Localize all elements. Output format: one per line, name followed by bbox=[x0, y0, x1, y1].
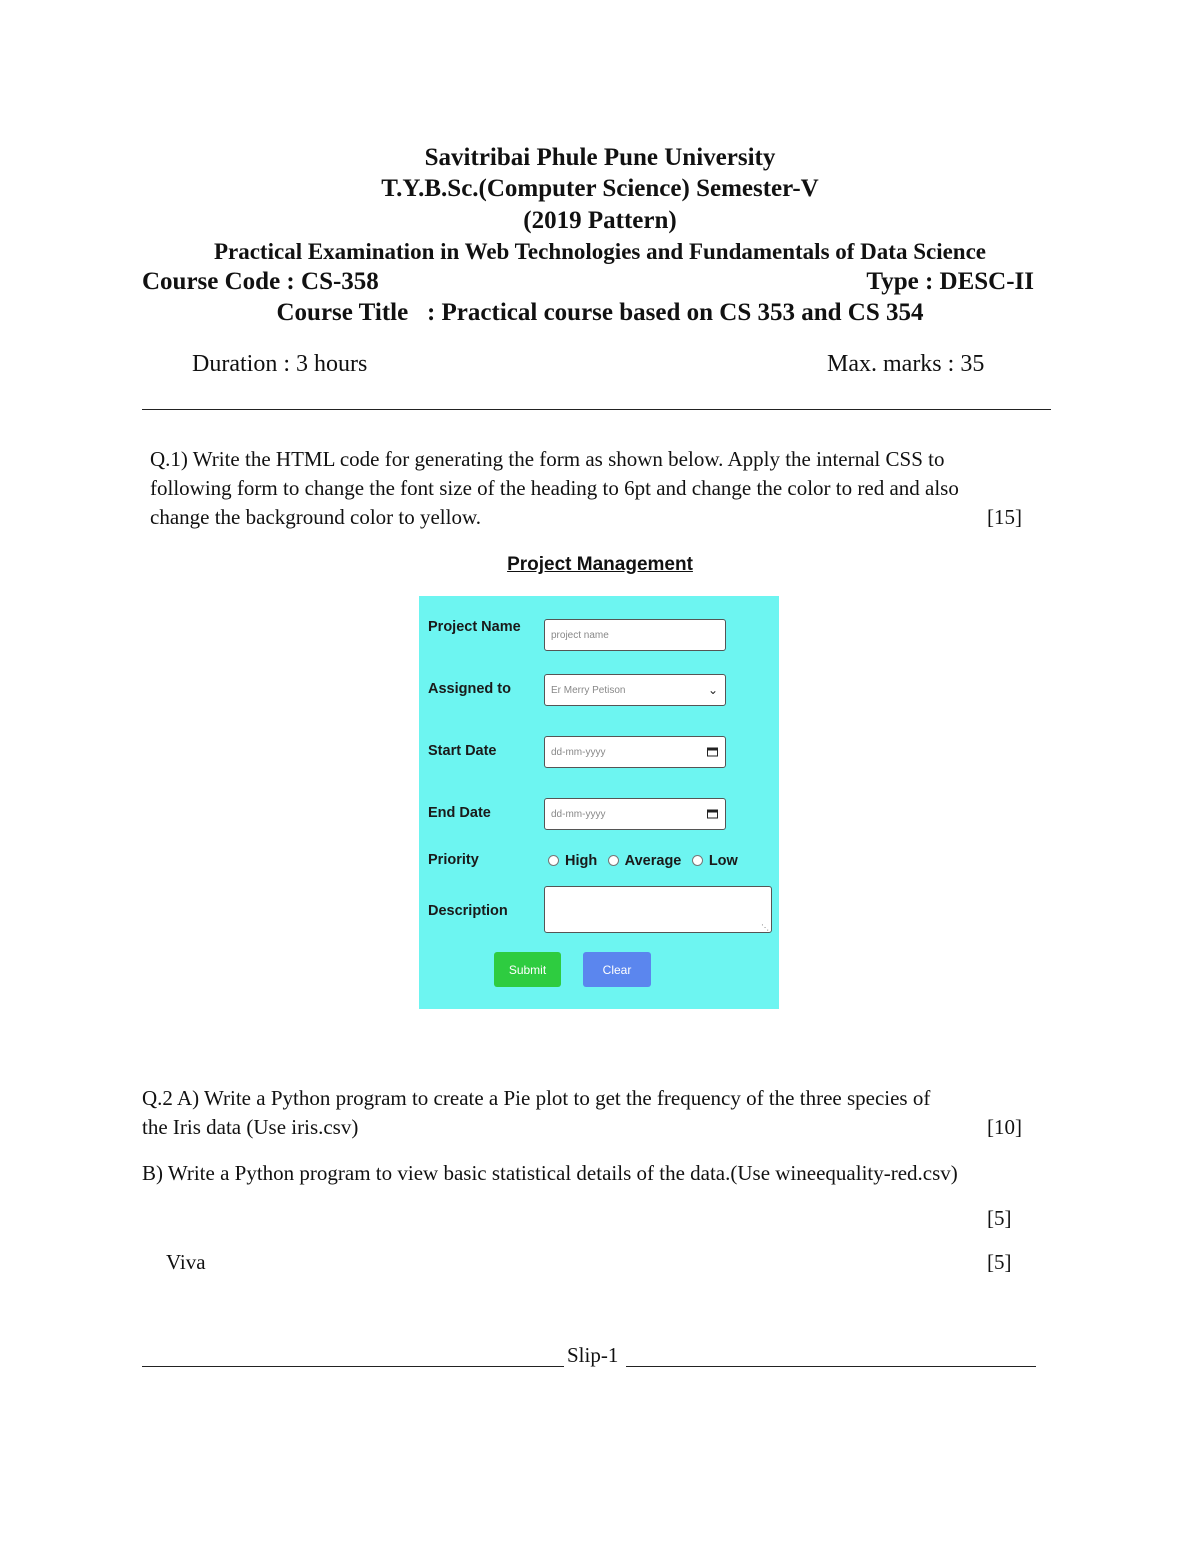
course-code-row bbox=[142, 267, 1034, 297]
project-name-label: Project Name bbox=[428, 619, 521, 635]
project-name-input[interactable] bbox=[544, 619, 726, 651]
description-label: Description bbox=[428, 903, 508, 919]
footer-rule-right bbox=[626, 1366, 1036, 1367]
q2a-line-1: Q.2 A) Write a Python program to create a Pie plot to get the frequency of the three species of bbox=[142, 1086, 931, 1110]
description-textarea[interactable] bbox=[544, 886, 772, 933]
start-date-input[interactable] bbox=[544, 736, 726, 768]
course-type: Type : DESC-II bbox=[866, 268, 1034, 295]
calendar-icon[interactable] bbox=[707, 810, 718, 819]
assigned-to-label: Assigned to bbox=[428, 681, 511, 697]
form-title: Project Management bbox=[507, 554, 693, 575]
clear-button[interactable]: Clear bbox=[583, 952, 651, 987]
pattern: (2019 Pattern) bbox=[523, 207, 677, 234]
project-form bbox=[419, 596, 779, 1009]
footer-rule-left bbox=[142, 1366, 564, 1367]
q1-line-3: change the background color to yellow. bbox=[150, 505, 482, 529]
course-title: Course Title : Practical course based on CS 353 and CS 354 bbox=[276, 299, 924, 326]
end-date-value: dd-mm-yyyy bbox=[551, 808, 606, 820]
start-date-value: dd-mm-yyyy bbox=[551, 746, 606, 758]
assigned-to-value: Er Merry Petison bbox=[551, 684, 626, 696]
priority-radio-average[interactable] bbox=[608, 855, 619, 866]
resize-handle-icon[interactable]: ⋱ bbox=[761, 923, 769, 932]
start-date-label: Start Date bbox=[428, 743, 497, 759]
q1-line-1: Q.1) Write the HTML code for generating the form as shown below. Apply the internal CSS to bbox=[150, 447, 945, 471]
duration: Duration : 3 hours bbox=[192, 351, 368, 377]
q2a-line-2: the Iris data (Use iris.csv) bbox=[142, 1115, 359, 1139]
priority-option-average: Average bbox=[624, 853, 682, 869]
university-name: Savitribai Phule Pune University bbox=[424, 144, 776, 171]
priority-option-low: Low bbox=[708, 853, 738, 869]
priority-radio-group bbox=[548, 852, 744, 870]
q1-marks: [15] bbox=[987, 505, 1022, 529]
submit-button[interactable]: Submit bbox=[494, 952, 561, 987]
viva-label: Viva bbox=[166, 1250, 206, 1274]
q2b-marks: [5] bbox=[987, 1206, 1012, 1230]
viva-marks: [5] bbox=[987, 1250, 1012, 1274]
end-date-label: End Date bbox=[428, 805, 491, 821]
assigned-to-select[interactable] bbox=[544, 674, 726, 706]
program-title: T.Y.B.Sc.(Computer Science) Semester-V bbox=[381, 175, 819, 202]
slip-label: Slip-1 bbox=[567, 1343, 619, 1367]
calendar-icon[interactable] bbox=[707, 748, 718, 757]
max-marks: Max. marks : 35 bbox=[827, 351, 985, 377]
q2a-marks: [10] bbox=[987, 1115, 1022, 1139]
course-code: Course Code : CS-358 bbox=[142, 268, 379, 295]
priority-option-high: High bbox=[565, 853, 598, 869]
q1-line-2: following form to change the font size of the heading to 6pt and change the color to red and also bbox=[150, 476, 959, 500]
q2b-line: B) Write a Python program to view basic statistical details of the data.(Use wineequality-red.csv) bbox=[142, 1161, 958, 1185]
exam-title: Practical Examination in Web Technologies and Fundamentals of Data Science bbox=[213, 239, 987, 264]
header-divider bbox=[142, 409, 1051, 410]
project-name-placeholder: project name bbox=[551, 629, 609, 641]
priority-label: Priority bbox=[428, 852, 479, 868]
chevron-down-icon: ⌄ bbox=[707, 683, 718, 697]
priority-radio-low[interactable] bbox=[692, 855, 703, 866]
priority-radio-high[interactable] bbox=[548, 855, 559, 866]
end-date-input[interactable] bbox=[544, 798, 726, 830]
